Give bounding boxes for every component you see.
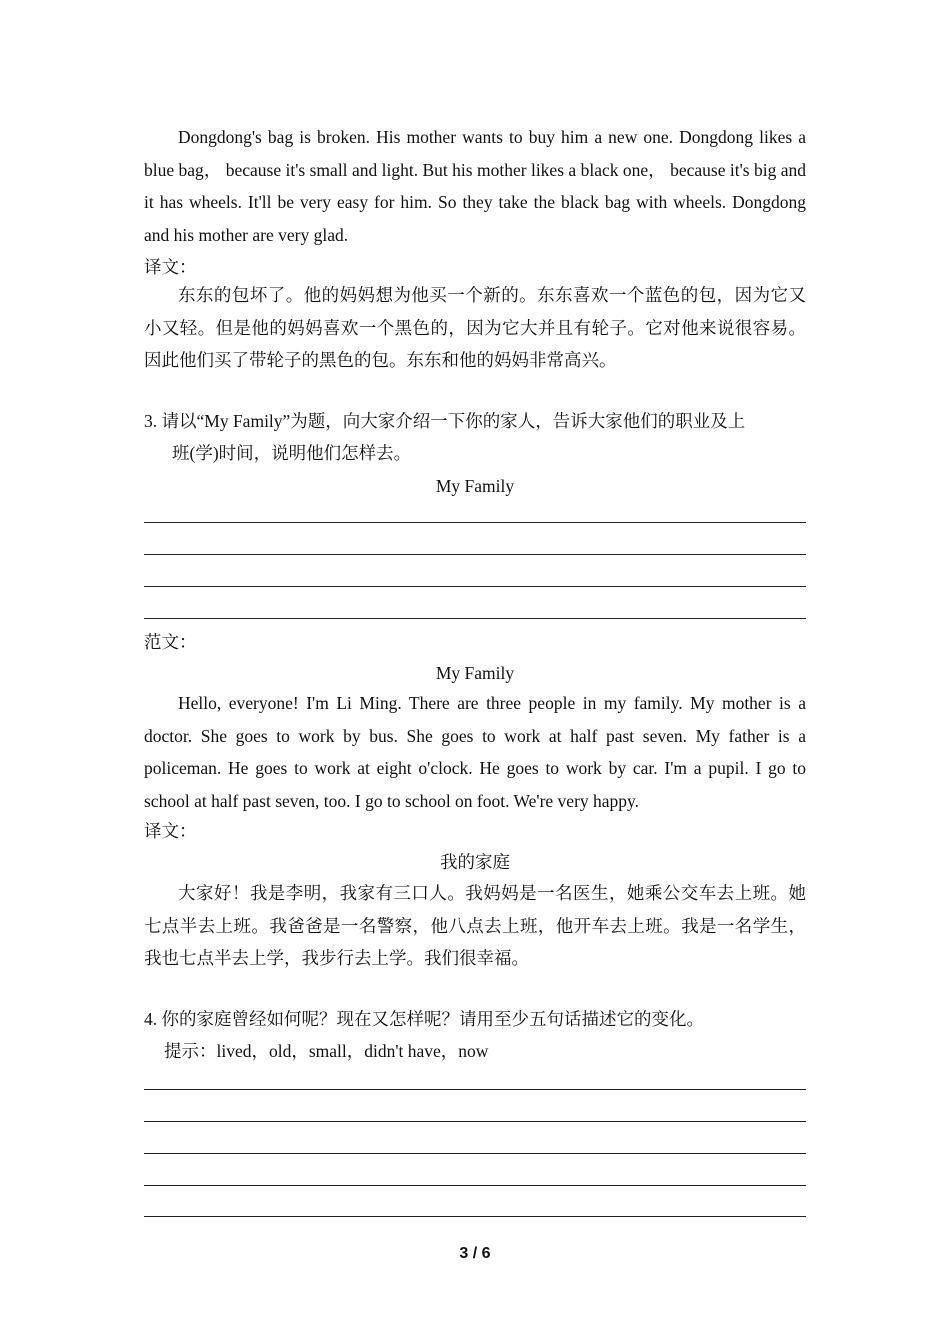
question-3-prompt-line1: 3. 请以“My Family”为题，向大家介绍一下你的家人，告诉大家他们的职业及上 bbox=[144, 411, 746, 431]
answer-line bbox=[144, 554, 806, 555]
answer-line bbox=[144, 522, 806, 523]
question-4-hint: 提示：lived，old，small，didn't have，now bbox=[164, 1041, 489, 1061]
question-3-title: My Family bbox=[435, 476, 515, 496]
passage-translation: 东东的包坏了。他的妈妈想为他买一个新的。东东喜欢一个蓝色的包，因为它又小又轻。但是他的妈妈喜欢一个黑色的，因为它大并且有轮子。它对他来说很容易。因此他们买了带轮子的黑色的包。东东和他的妈妈非常高兴。 bbox=[144, 285, 806, 370]
answer-line bbox=[144, 1089, 806, 1090]
sample-essay: Hello, everyone! I'm Li Ming. There are three people in my family. My mother is a doctor. She goes to work by bus. She goes to work at half past seven. My father is a policeman. He goes to work at eight o'clock. He goes to work by car. I'm a pupil. I go to school at half past seven, too. I go to school on foot. We're very happy. bbox=[144, 693, 806, 811]
question-4-prompt: 4. 你的家庭曾经如何呢？现在又怎样呢？请用至少五句话描述它的变化。 bbox=[144, 1009, 704, 1029]
document-page bbox=[144, 0, 806, 1344]
sample-translation-label: 译文： bbox=[144, 821, 197, 841]
sample-title: My Family bbox=[435, 663, 515, 683]
sample-translation-title: 我的家庭 bbox=[440, 852, 510, 872]
answer-line bbox=[144, 1216, 806, 1217]
answer-line bbox=[144, 618, 806, 619]
passage-english: Dongdong's bag is broken. His mother wants to buy him a new one. Dongdong likes a blue bag， because it's small and light. But his mother likes a black one， because it's big and it has wheels. It'll be very easy for him. So they take the black bag with wheels. Dongdong and his mother are very glad. bbox=[144, 127, 806, 245]
page-number: 3 / 6 bbox=[459, 1245, 491, 1262]
answer-line bbox=[144, 1185, 806, 1186]
question-3-prompt-line2: 班(学)时间，说明他们怎样去。 bbox=[172, 443, 412, 463]
sample-translation: 大家好！我是李明，我家有三口人。我妈妈是一名医生，她乘公交车去上班。她七点半去上班。我爸爸是一名警察，他八点去上班，他开车去上班。我是一名学生，我也七点半去上学，我步行去上学。我们很幸福。 bbox=[144, 883, 806, 968]
answer-line bbox=[144, 1153, 806, 1154]
sample-label: 范文： bbox=[144, 632, 197, 652]
answer-line bbox=[144, 1121, 806, 1122]
translation-label: 译文： bbox=[144, 257, 197, 277]
answer-line bbox=[144, 586, 806, 587]
question-3-prompt bbox=[144, 405, 806, 469]
